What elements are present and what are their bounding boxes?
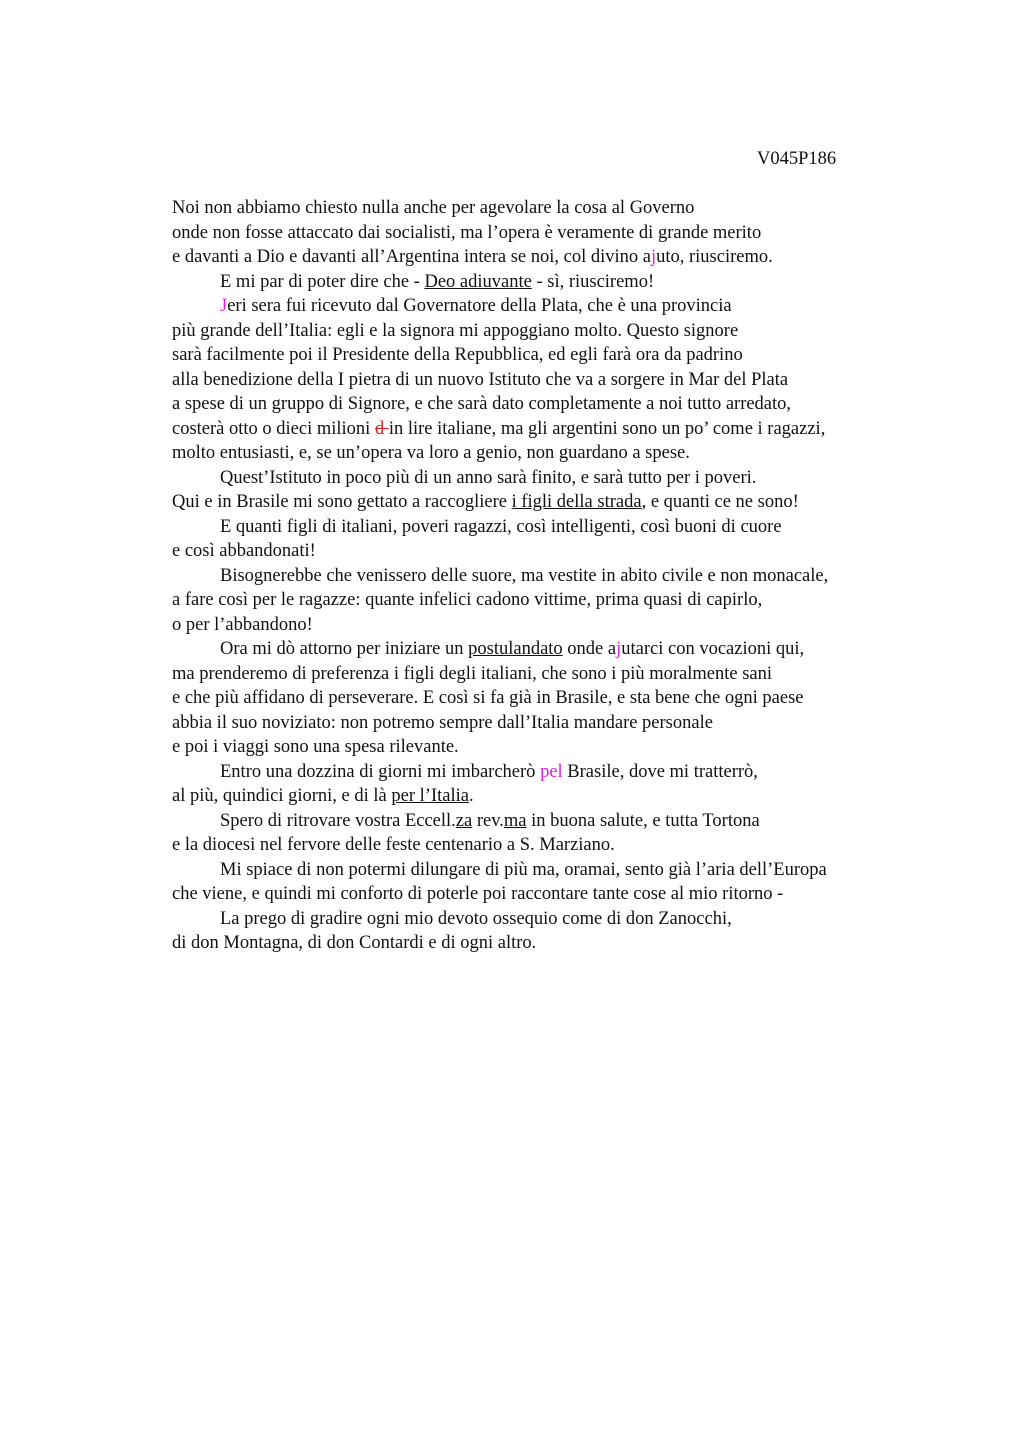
text-line [172, 490, 932, 515]
text-line [172, 270, 932, 295]
text-line [172, 735, 932, 760]
underlined-text: i figli della strada [511, 492, 642, 512]
text-segment: Mi spiace di non potermi dilungare di più ma, oramai, sento già l’aria dell’Europa [220, 859, 827, 880]
text-line [172, 858, 932, 883]
text-line [172, 882, 932, 907]
text-segment: e davanti a Dio e davanti all’Argentina intera se noi, col divino a [172, 247, 651, 267]
highlighted-text: J [220, 296, 228, 316]
text-segment: La prego di gradire ogni mio devoto ossequio come di don Zanocchi, [220, 908, 732, 929]
text-segment: in lire italiane, ma gli argentini sono un po’ come i ragazzi, [388, 418, 826, 439]
text-line [172, 319, 932, 344]
text-line [172, 221, 932, 246]
text-segment: a fare così per le ragazze: quante infelici cadono vittime, prima quasi di capirlo, [172, 590, 763, 610]
text-segment: Quest’Istituto in poco più di un anno sarà finito, e sarà tutto per i poveri. [220, 467, 757, 488]
text-segment: eri sera fui ricevuto dal Governatore della Plata, che è una provincia [227, 296, 732, 316]
text-segment: abbia il suo noviziato: non potremo sempre dall’Italia mandare personale [172, 712, 713, 733]
text-segment: uto, riusciremo. [656, 247, 773, 267]
text-line [172, 686, 932, 711]
deleted-text: d [374, 418, 389, 439]
text-segment: . [468, 786, 474, 806]
text-segment: - sì, riusciremo! [531, 271, 655, 292]
text-segment: rev. [472, 810, 504, 831]
text-segment: in buona salute, e tutta Tortona [526, 810, 760, 831]
text-line [172, 588, 932, 613]
text-line [172, 294, 932, 319]
underlined-text: Deo adiuvante [424, 271, 532, 292]
text-line [172, 392, 932, 417]
text-line [172, 196, 932, 221]
text-segment: E quanti figli di italiani, poveri ragazzi, così intelligenti, così buoni di cuore [220, 516, 782, 537]
text-segment: Entro una dozzina di giorni mi imbarcherò [220, 761, 541, 782]
text-segment: onde a [562, 639, 617, 659]
letter-body [172, 196, 932, 956]
highlighted-text: j [650, 247, 657, 267]
text-segment: di don Montagna, di don Contardi e di ogni altro. [172, 933, 537, 953]
text-line [172, 637, 932, 662]
text-line [172, 760, 932, 785]
text-line [172, 441, 932, 466]
text-segment: E mi par di poter dire che - [220, 271, 425, 292]
text-segment: alla benedizione della I pietra di un nuovo Istituto che va a sorgere in Mar del Plata [172, 369, 789, 390]
text-segment: Noi non abbiamo chiesto nulla anche per agevolare la cosa al Governo [172, 198, 695, 218]
text-line [172, 368, 932, 393]
text-line [172, 417, 932, 442]
text-segment: che viene, e quindi mi conforto di poterle poi raccontare tante cose al mio ritorno - [172, 884, 784, 904]
text-segment: molto entusiasti, e, se un’opera va loro a genio, non guardano a spese. [172, 443, 690, 463]
text-segment: onde non fosse attaccato dai socialisti, ma l’opera è veramente di grande merito [172, 222, 762, 243]
text-segment: al più, quindici giorni, e di là [172, 786, 392, 806]
text-line [172, 466, 932, 491]
text-line [172, 662, 932, 687]
text-line [172, 833, 932, 858]
text-line [172, 809, 932, 834]
text-line [172, 711, 932, 736]
text-segment: e poi i viaggi sono una spesa rilevante. [172, 737, 459, 757]
text-segment: o per l’abbandono! [172, 614, 313, 635]
text-segment: sarà facilmente poi il Presidente della Repubblica, ed egli farà ora da padrino [172, 345, 743, 365]
text-segment: Qui e in Brasile mi sono gettato a raccogliere [172, 492, 512, 512]
text-segment: più grande dell’Italia: egli e la signora mi appoggiano molto. Questo signore [172, 320, 739, 341]
text-segment: e che più affidano di perseverare. E così si fa già in Brasile, e sta bene che ogni paese [172, 688, 804, 708]
text-segment: utarci con vocazioni qui, [621, 639, 805, 659]
text-segment: costerà otto o dieci milioni [172, 418, 375, 439]
highlighted-text: pel [540, 761, 563, 782]
text-segment: Brasile, dove mi tratterrò, [562, 761, 758, 782]
page-identifier: V045P186 [757, 149, 837, 169]
text-line [172, 539, 932, 564]
text-line [172, 784, 932, 809]
text-segment: e la diocesi nel fervore delle feste centenario a S. Marziano. [172, 835, 615, 855]
text-line [172, 907, 932, 932]
text-segment: Bisognerebbe che venissero delle suore, ma vestite in abito civile e non monacale, [220, 565, 829, 586]
text-segment: ma prenderemo di preferenza i figli degli italiani, che sono i più moralmente sani [172, 663, 773, 684]
underlined-text: ma [503, 810, 527, 831]
text-line [172, 931, 932, 956]
underlined-text: za [455, 810, 473, 831]
text-segment: Spero di ritrovare vostra Eccell. [220, 810, 456, 831]
text-segment: Ora mi dò attorno per iniziare un [220, 639, 469, 659]
text-segment: e così abbandonati! [172, 541, 316, 561]
underlined-text: postulandato [468, 639, 563, 659]
text-line [172, 564, 932, 589]
text-line [172, 343, 932, 368]
underlined-text: per l’Italia [391, 786, 469, 806]
highlighted-text: j [616, 639, 622, 659]
text-segment: , e quanti ce ne sono! [641, 492, 799, 512]
text-line [172, 515, 932, 540]
text-segment: a spese di un gruppo di Signore, e che sarà dato completamente a noi tutto arredato, [172, 394, 792, 414]
text-line [172, 245, 932, 270]
text-line [172, 613, 932, 638]
